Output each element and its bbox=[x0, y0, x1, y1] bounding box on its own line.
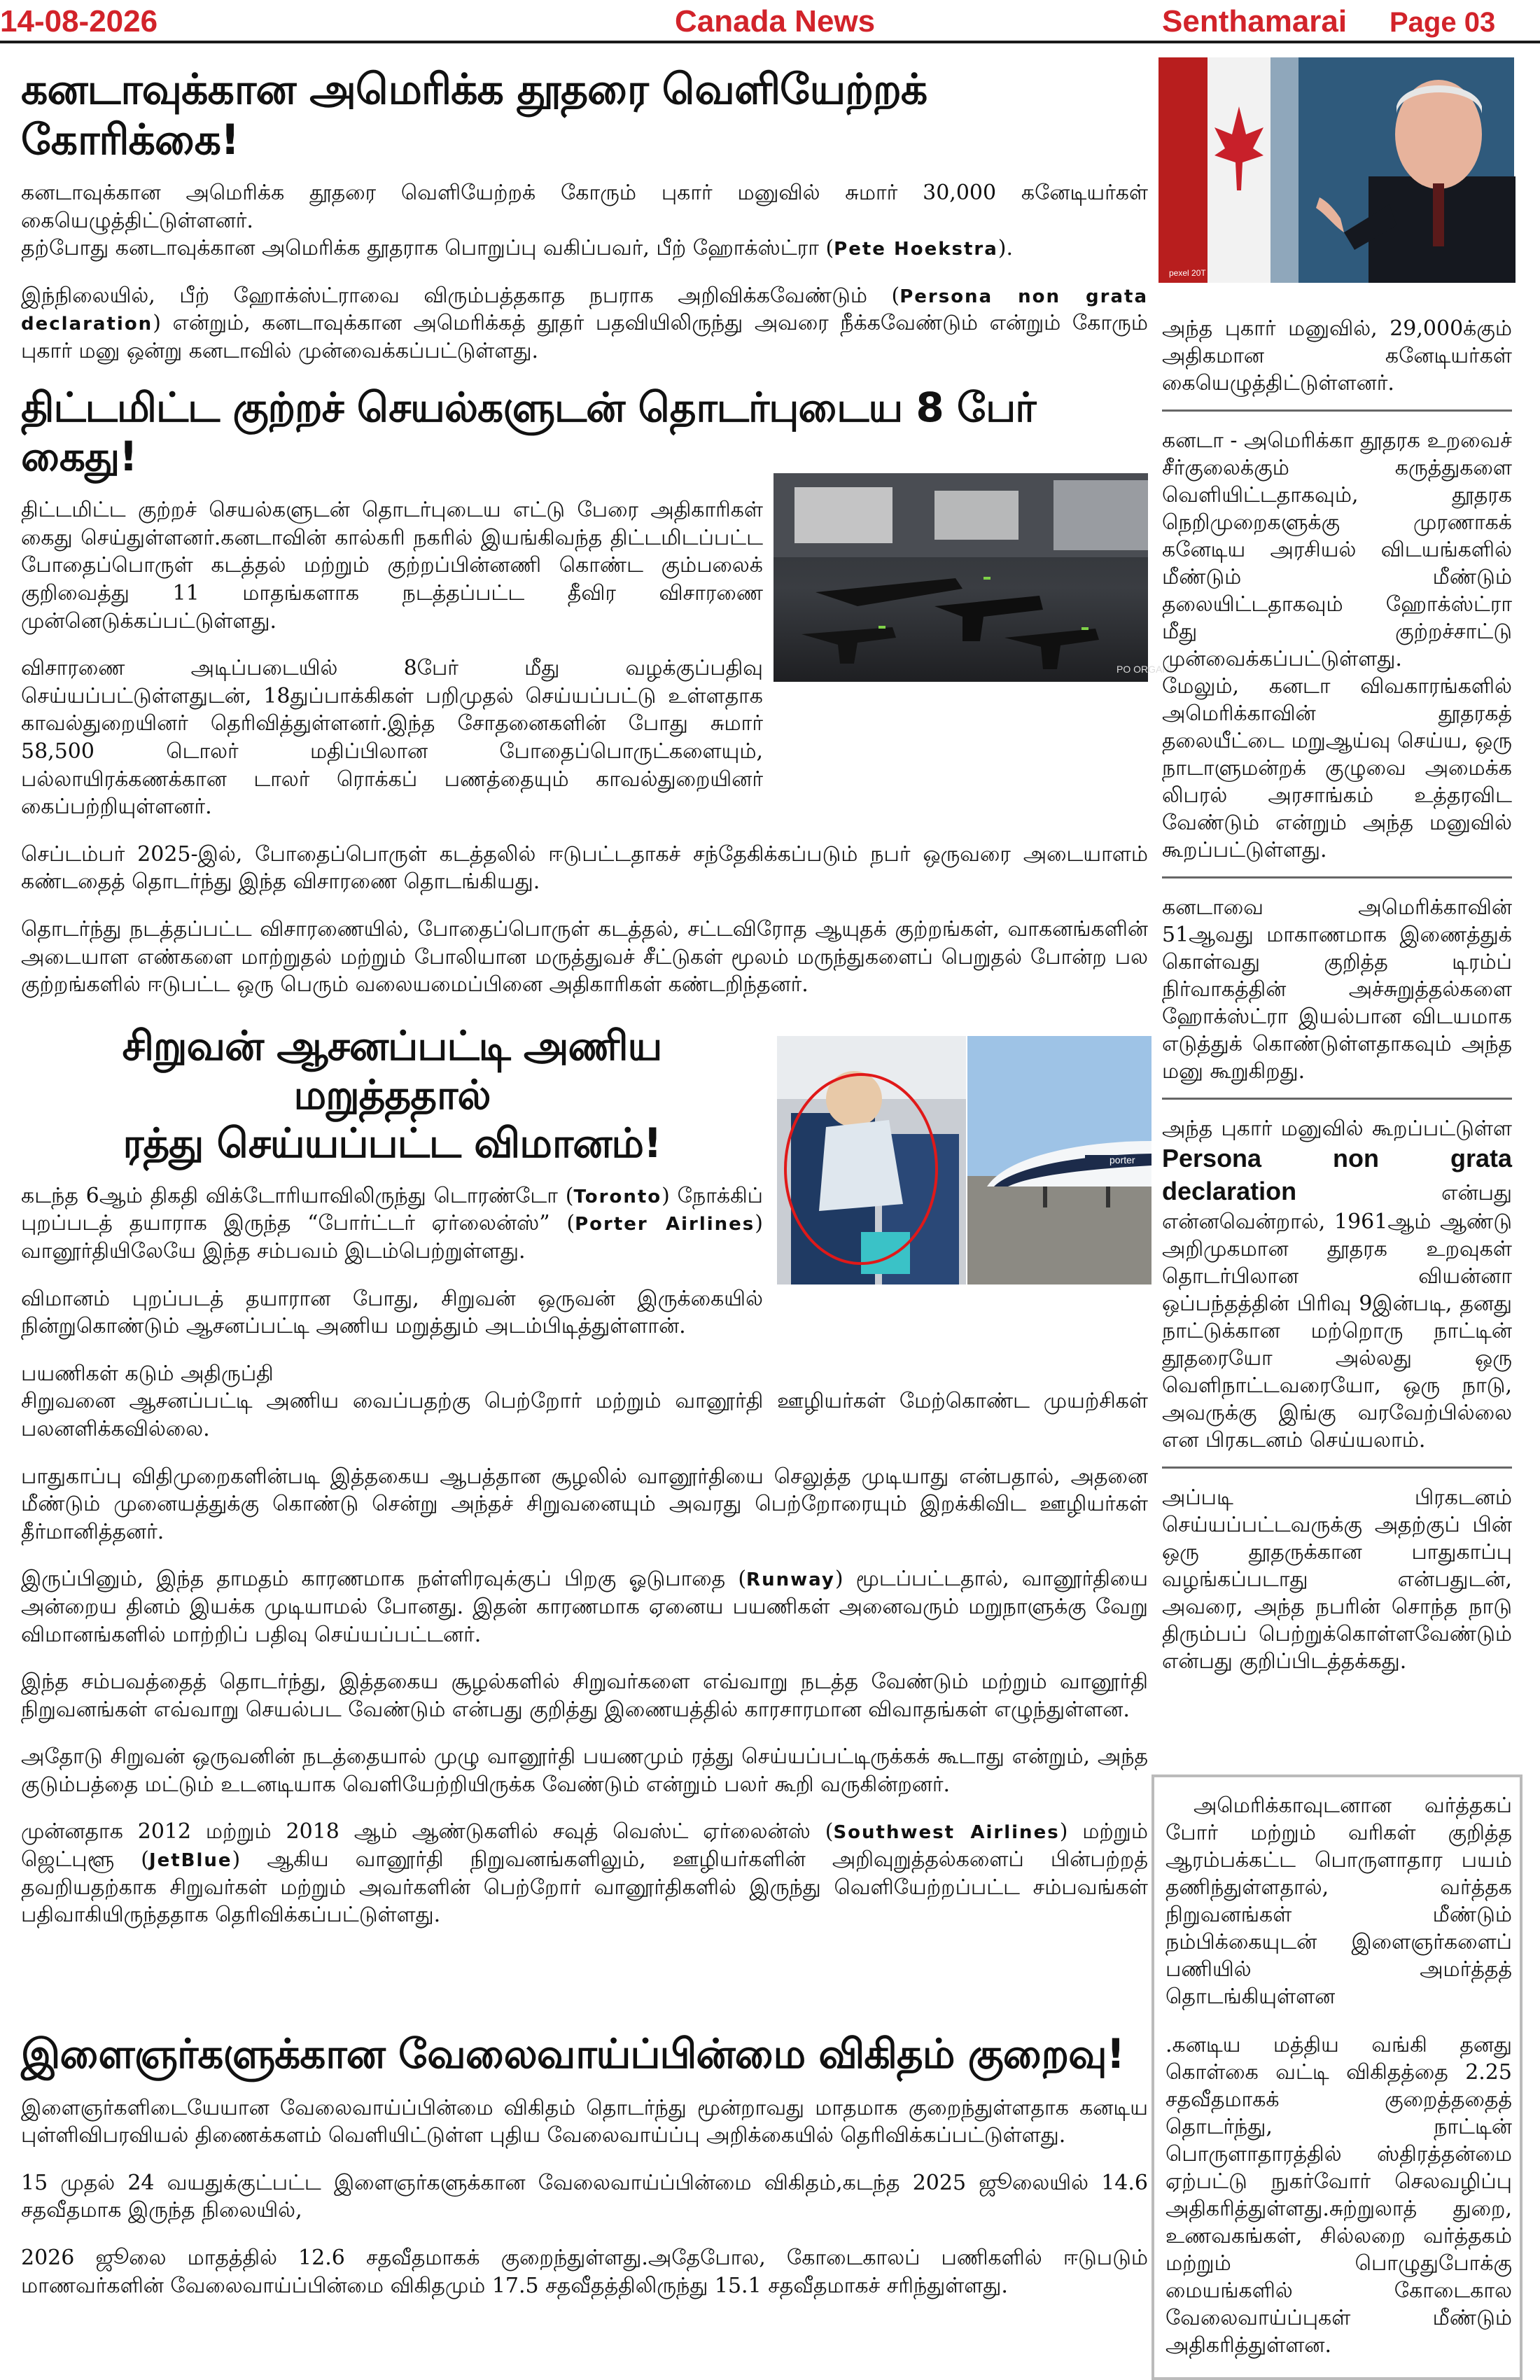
sidebar-box-paragraph: .கனடிய மத்திய வங்கி தனது கொள்கை வட்டி விகிதத்தை 2.25 சதவீதமாகக் குறைத்ததைத் தொடர்ந்து, நாட்டின் பொருளாதாரத்தில் ஸ்திரத்தன்மை ஏற்பட்டு நுகர்வோர் செலவழிப்பு அதிகரித்துள்ளது.சுற்றுலாத் துறை, உணவகங்கள், சில்லறை வர்த்தகம் மற்றும் பொழுதுபோக்கு மையங்களில் கோடைகால வேலைவாய்ப்புகள் மீண்டும் அதிகரித்துள்ளன. bbox=[1166, 2033, 1512, 2358]
paragraph: விசாரணை அடிப்படையில் 8பேர் மீது வழக்குப்பதிவு செய்யப்பட்டுள்ளதுடன், 18துப்பாக்கிகள் பறிமுதல் செய்யப்பட்டு உள்ளதாக காவல்துறையினர் தெரிவித்துள்ளனர்.இந்த சோதனைகளின் போது சுமார் 58,500 டொலர் மதிப்பிலான போதைப்பொருட்களையும், பல்லாயிரக்கணக்கான டாலர் ரொக்கப் பணத்தையும் காவல்துறையினர் கைப்பற்றியுள்ளனர். bbox=[21, 656, 763, 820]
term-english: Runway bbox=[746, 1569, 835, 1591]
airline-english: JetBlue bbox=[148, 1850, 232, 1872]
flight-photo bbox=[777, 1036, 1152, 1284]
text-span: கடந்த 6ஆம் திகதி விக்டோரியாவிலிருந்து டொரண்டோ ( bbox=[21, 1183, 574, 1208]
sidebar-paragraph: அப்படி பிரகடனம் செய்யப்பட்டவருக்கு அதற்குப் பின் ஒரு தூதருக்கான பாதுகாப்பு வழங்கப்படாது என்பதுடன், அவரை, அந்த நபரின் சொந்த நாடு திரும்பப் பெற்றுக்கொள்ளவேண்டும் என்பது குறிப்பிடத்தக்கது. bbox=[1162, 1485, 1512, 1674]
issue-date: 14-08-2026 bbox=[0, 4, 158, 38]
article-ambassador bbox=[21, 64, 1148, 365]
paragraph: பாதுகாப்பு விதிமுறைகளின்படி இத்தகைய ஆபத்தான சூழலில் வானூர்தியை செலுத்த முடியாது என்பதால், அதனை மீண்டும் முனையத்துக்கு கொண்டு சென்று அந்தச் சிறுவனையும் அவரது பெற்றோரையும் இறக்கிவிட ஊழியர்கள் தீர்மானித்தனர். bbox=[21, 1464, 1148, 1544]
text-span: ) என்றும், கனடாவுக்கான அமெரிக்கத் தூதர் பதவியிலிருந்து அவரை நீக்கவேண்டும் என்றும் கோரும் புகார் மனு ஒன்று கனடாவில் முன்வைக்கப்பட்டுள்ளது. bbox=[21, 311, 1148, 363]
text-span: ) மூடப்பட்டதால், வானூர்தியை அன்றைய தினம் இயக்க முடியாமல் போனது. இதன் காரணமாக ஏனைய பயணிகள் அனைவரும் மறுநாளுக்கு வேறு விமானங்களில் மாற்றிப் பதிவு செய்யப்பட்டனர். bbox=[21, 1567, 1148, 1647]
subheading: பயணிகள் கடும் அதிருப்தி bbox=[21, 1361, 274, 1386]
sidebar-divider bbox=[1162, 1466, 1512, 1469]
sidebar-column bbox=[1162, 315, 1512, 1675]
headline-flight-line2: ரத்து செய்யப்பட்ட விமானம்! bbox=[122, 1119, 662, 1168]
term-english: Persona non grata declaration bbox=[1162, 1144, 1512, 1205]
sidebar-paragraph: மேலும், கனடா விவகாரங்களில் அமெரிக்காவின் தூதரகத் தலையீட்டை மறுஆய்வு செய்ய, ஒரு நாடாளுமன்றக் குழுவை அமைக்க லிபரல் அரசாங்கம் உத்தரவிட வேண்டும் என்றும் அந்த மனுவில் கூறப்பட்டுள்ளது. bbox=[1162, 674, 1512, 862]
sidebar-box-content bbox=[1166, 1792, 1512, 2359]
paragraph bbox=[21, 1818, 1148, 1928]
sidebar-paragraph: கனடாவை அமெரிக்காவின் 51ஆவது மாகாணமாக இணைத்துக் கொள்வது குறித்த டிரம்ப் நிர்வாகத்தின் அச்சுறுத்தல்களை ஹோக்ஸ்ட்ரா இயல்பான விடயமாக எடுத்துக் கொண்டுள்ளதாகவும் அந்த மனு கூறுகிறது. bbox=[1162, 895, 1512, 1084]
text-span: ). bbox=[997, 236, 1014, 261]
sidebar-paragraph bbox=[1162, 1115, 1512, 1454]
paragraph bbox=[21, 234, 1148, 262]
paper-name: Senthamarai bbox=[1162, 4, 1348, 38]
sidebar-box-paragraph: அமெரிக்காவுடனான வர்த்தகப் போர் மற்றும் வரிகள் குறித்த ஆரம்பக்கட்ட பொருளாதார பயம் தணிந்துள்ளதால், வர்த்தக நிறுவனங்கள் மீண்டும் நம்பிக்கையுடன் இளைஞர்களைப் பணியில் அமர்த்தத் தொடங்கியுள்ளன bbox=[1166, 1793, 1512, 2009]
text-span: ) மற்றும் ஜெட்புளூ ( bbox=[21, 1819, 1148, 1872]
text-span: இந்நிலையில், பீற் ஹோக்ஸ்ட்ராவை விரும்பத்தகாத நபராக அறிவிக்கவேண்டும் ( bbox=[21, 283, 900, 308]
paragraph: தொடர்ந்து நடத்தப்பட்ட விசாரணையில், போதைப்பொருள் கடத்தல், சட்டவிரோத ஆயுதக் குற்றங்கள், வாகனங்களின் அடையாள எண்களை மாற்றுதல் மற்றும் போலியான மருத்துவச் சீட்டுகள் மூலம் மருந்துகளைப் பெறுதல் போன்ற பல குற்றங்களில் ஈடுபட்ட ஒரு பெரும் வலையமைப்பினை அதிகாரிகள் கண்டறிந்தனர். bbox=[21, 916, 1148, 997]
paragraph: 15 முதல் 24 வயதுக்குட்பட்ட இளைஞர்களுக்கான வேலைவாய்ப்பின்மை விகிதம்,கடந்த 2025 ஜூலையில் 14.6 சதவீதமாக இருந்த நிலையில், bbox=[21, 2170, 1148, 2223]
text-span: என்பது என்னவென்றால், 1961ஆம் ஆண்டு அறிமுகமான தூதரக உறவுகள் தொடர்பிலான வியன்னா ஒப்பந்தத்தின் பிரிவு 9இன்படி, தனது நாட்டுக்கான மற்றொரு நாட்டின் தூதரையோ அல்லது ஒரு வெளிநாட்டவரையோ, ஒரு நாடு, அவருக்கு இங்கு வரவேற்பில்லை என பிரகடனம் செய்யலாம். bbox=[1162, 1180, 1512, 1452]
headline-youth-jobs: இளைஞர்களுக்கான வேலைவாய்ப்பின்மை விகிதம் குறைவு! bbox=[21, 2030, 1125, 2078]
sidebar-divider bbox=[1162, 876, 1512, 878]
paragraph bbox=[21, 1182, 763, 1266]
paragraph: விமானம் புறப்படத் தயாரான போது, சிறுவன் ஒருவன் இருக்கையில் நின்றுகொண்டும் ஆசனப்பட்டி அணிய மறுத்தும் அடம்பிடித்துள்ளான். bbox=[21, 1286, 763, 1339]
page-number: Page 03 bbox=[1390, 7, 1496, 38]
text-span: தற்போது கனடாவுக்கான அமெரிக்க தூதராக பொறுப்பு வகிப்பவர், பீற் ஹோக்ஸ்ட்ரா ( bbox=[21, 236, 834, 261]
headline-ambassador: கனடாவுக்கான அமெரிக்க தூதரை வெளியேற்றக் கோரிக்கை! bbox=[21, 65, 927, 164]
masthead bbox=[0, 0, 1540, 42]
text-span: அந்த புகார் மனுவில் கூறப்பட்டுள்ள bbox=[1162, 1116, 1512, 1141]
paragraph: செப்டம்பர் 2025-இல், போதைப்பொருள் கடத்தலில் ஈடுபட்டதாகச் சந்தேகிக்கப்படும் நபர் ஒருவரை அடையாளம் கண்டதைத் தொடர்ந்து இந்த விசாரணை தொடங்கியது. bbox=[21, 841, 1148, 895]
header-divider bbox=[0, 41, 1540, 43]
paragraph: இளைஞர்களிடையேயான வேலைவாய்ப்பின்மை விகிதம் தொடர்ந்து மூன்றாவது மாதமாக குறைந்துள்ளதாக கனடிய புள்ளிவிபரவியல் திணைக்களம் வெளியிட்டுள்ள புதிய வேலைவாய்ப்பு அறிக்கையில் தெரிவிக்கப்பட்டுள்ளது. bbox=[21, 2095, 1148, 2148]
sidebar-divider bbox=[1162, 410, 1512, 412]
city-english: Toronto bbox=[573, 1186, 662, 1208]
article-arrests bbox=[21, 384, 1172, 999]
paragraph: சிறுவனை ஆசனப்பட்டி அணிய வைப்பதற்கு பெற்றோர் மற்றும் வானூர்தி ஊழியர்கள் மேற்கொண்ட முயற்சிகள் பலனளிக்கவில்லை. bbox=[21, 1389, 1148, 1441]
paragraph bbox=[21, 1565, 1148, 1648]
text-span: ) ஆகிய வானூர்தி நிறுவனங்களிலும், ஊழியர்களின் அறிவுறுத்தல்களைப் பின்பற்றத் தவறியதற்காக சிறுவர்கள் மற்றும் அவர்களின் பெற்றோர் வானூர்திகளில் இருந்து வெளியேற்றப்பட்ட சம்பவங்கள் பதிவாகியிருந்ததாக தெரிவிக்கப்பட்டுள்ளது. bbox=[21, 1847, 1148, 1928]
paragraph: 2026 ஜூலை மாதத்தில் 12.6 சதவீதமாகக் குறைந்துள்ளது.அதேபோல, கோடைகாலப் பணிகளில் ஈடுபடும் மாணவர்களின் வேலைவாய்ப்பின்மை விகிதமும் 17.5 சதவீதத்திலிருந்து 15.1 சதவீதமாகச் சரிந்துள்ளது. bbox=[21, 2245, 1148, 2298]
plane-livery-text: porter bbox=[1110, 1154, 1135, 1166]
paragraph: திட்டமிட்ட குற்றச் செயல்களுடன் தொடர்புடைய எட்டு பேரை அதிகாரிகள் கைது செய்துள்ளனர்.கனடாவின் கால்கரி நகரில் இயங்கிவந்த திட்டமிடப்பட்ட போதைப்பொருள் கடத்தல் மற்றும் குற்றப்பின்னணி கொண்ட கும்பலைக் குறிவைத்து 11 மாதங்களாக நடத்தப்பட்ட தீவிர விசாரணை முன்னெடுக்கப்பட்டுள்ளது. bbox=[21, 498, 763, 634]
text-span: இருப்பினும், இந்த தாமதம் காரணமாக நள்ளிரவுக்குப் பிறகு ஓடுபாதை ( bbox=[21, 1567, 747, 1592]
airline-english: Southwest Airlines bbox=[833, 1822, 1060, 1844]
paragraph: அதோடு சிறுவன் ஒருவனின் நடத்தையால் முழு வானூர்தி பயணமும் ரத்து செய்யப்பட்டிருக்கக் கூடாது என்றும், அந்த குடும்பத்தை மட்டும் உடனடியாக வெளியேற்றியிருக்க வேண்டும் என்றும் பலர் கூறி வருகின்றனர். bbox=[21, 1744, 1148, 1797]
name-english: Pete Hoekstra bbox=[834, 239, 998, 260]
photo-backdrop-text: PO ORGANI bbox=[1116, 664, 1172, 675]
article-flight bbox=[21, 1022, 1148, 1929]
ambassador-photo bbox=[1158, 57, 1514, 283]
term-english: Persona non grata declaration bbox=[21, 286, 1148, 335]
sidebar-paragraph: அந்த புகார் மனுவில், 29,000க்கும் அதிகமான கனேடியர்கள் கையெழுத்திட்டுள்ளனர். bbox=[1162, 316, 1512, 396]
weapons-photo bbox=[774, 473, 1172, 682]
sidebar-divider bbox=[1162, 1098, 1512, 1100]
text-span: ) நோக்கிப் புறப்படத் தயாராக இருந்த “போர்ட்டர் ஏர்லைன்ஸ்” ( bbox=[21, 1183, 763, 1236]
paragraph: இந்த சம்பவத்தைத் தொடர்ந்து, இத்தகைய சூழல்களில் சிறுவர்களை எவ்வாறு நடத்த வேண்டும் மற்றும் வானூர்தி நிறுவனங்கள் எவ்வாறு செயல்பட வேண்டும் என்பது குறித்து இணையத்தில் காரசாரமான விவாதங்கள் எழுந்துள்ளன. bbox=[21, 1670, 1148, 1722]
headline-arrests: திட்டமிட்ட குற்றச் செயல்களுடன் தொடர்புடைய 8 பேர் கைது! bbox=[21, 384, 1036, 480]
article-youth-jobs bbox=[21, 2030, 1148, 2300]
sidebar-paragraph: கனடா - அமெரிக்கா தூதரக உறவைச் சீர்குலைக்கும் கருத்துகளை வெளியிட்டதாகவும், தூதரக நெறிமுறைகளுக்கு முரணாகக் கனேடிய அரசியல் விடயங்களில் மீண்டும் மீண்டும் தலையிட்டதாகவும் ஹோக்ஸ்ட்ரா மீது குற்றச்சாட்டு முன்வைக்கப்பட்டுள்ளது. bbox=[1162, 428, 1512, 671]
paragraph bbox=[21, 282, 1148, 365]
text-span: முன்னதாக 2012 மற்றும் 2018 ஆம் ஆண்டுகளில் சவுத் வெஸ்ட் ஏர்லைன்ஸ் ( bbox=[21, 1819, 834, 1844]
section-title: Canada News bbox=[675, 4, 876, 38]
airline-english: Porter Airlines bbox=[575, 1214, 755, 1236]
paragraph: கனடாவுக்கான அமெரிக்க தூதரை வெளியேற்றக் கோரும் புகார் மனுவில் சுமார் 30,000 கனேடியர்கள் கையெழுத்திட்டுள்ளனர். bbox=[21, 181, 1148, 233]
headline-flight-line1: சிறுவன் ஆசனப்பட்டி அணிய மறுத்ததால் bbox=[122, 1022, 662, 1119]
photo-credit: pexel 20T bbox=[1169, 268, 1206, 278]
text-span: ) வானூர்தியிலேயே இந்த சம்பவம் இடம்பெற்றுள்ளது. bbox=[21, 1211, 763, 1264]
